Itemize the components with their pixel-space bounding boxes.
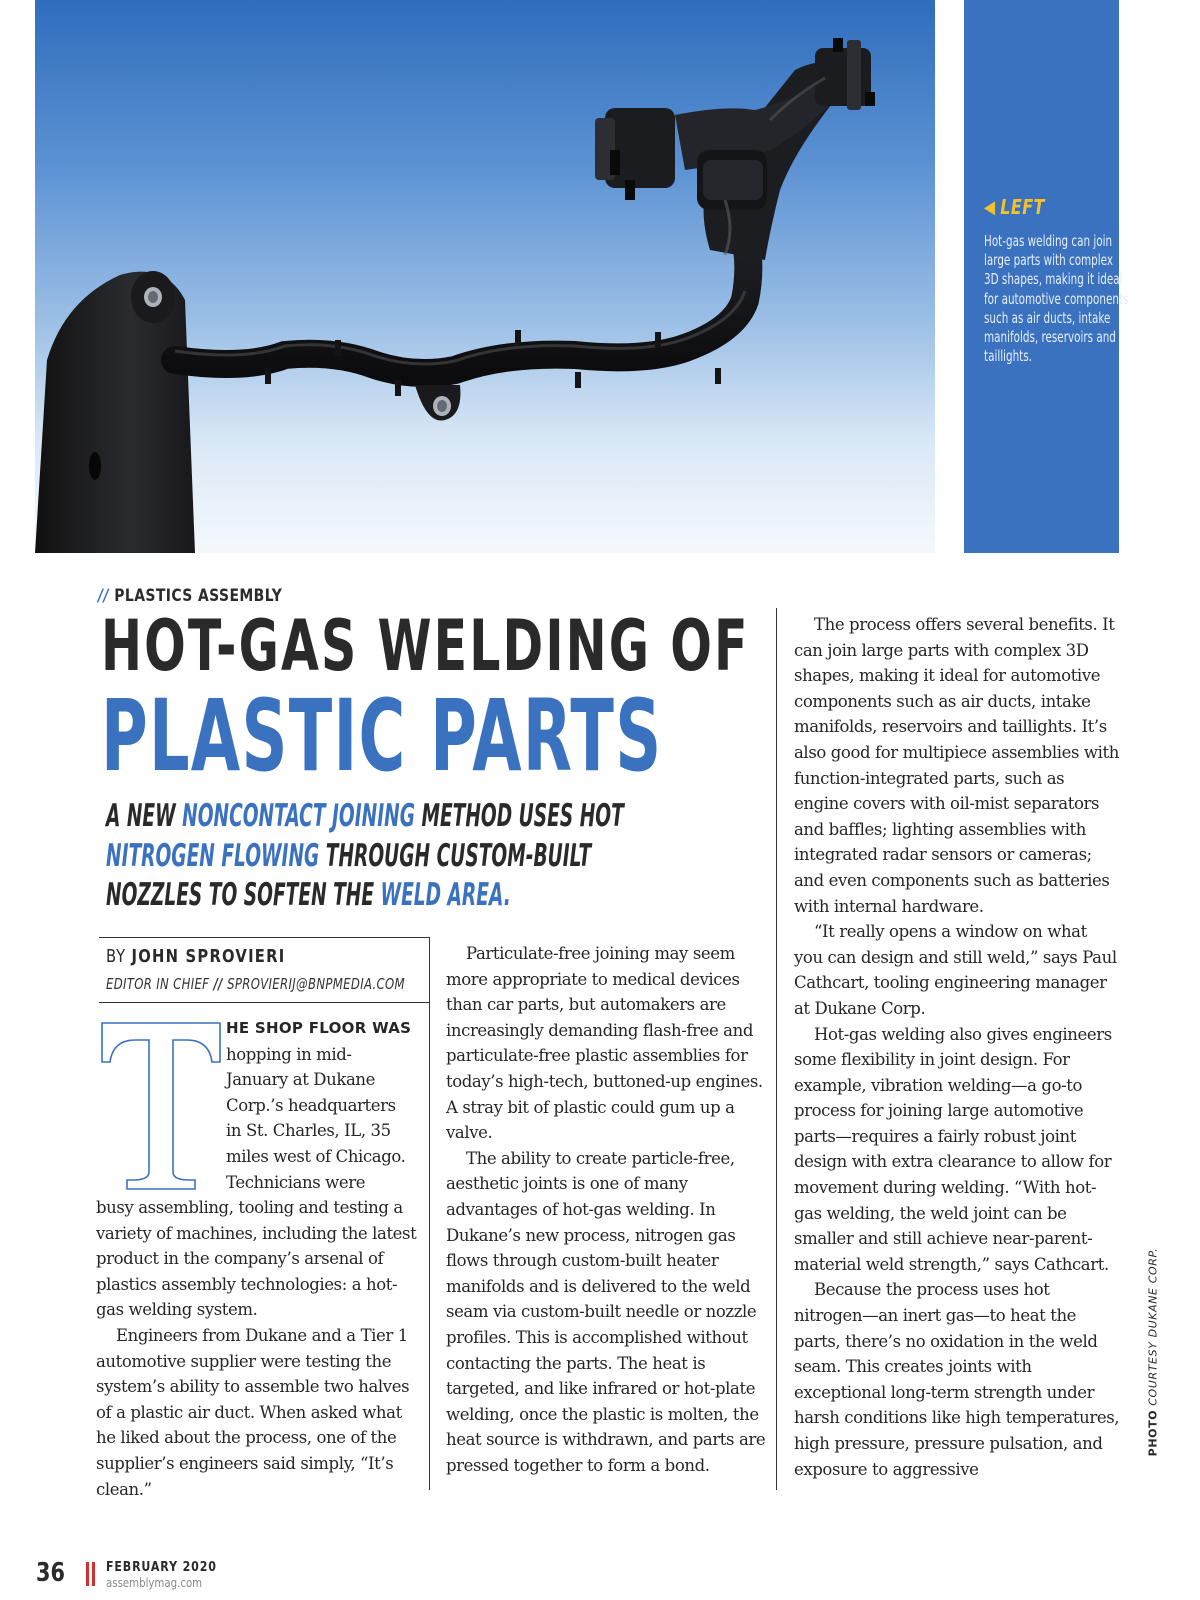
photo-credit bbox=[1147, 1248, 1160, 1457]
body-paragraph: Because the process uses hot nitrogen—an inert gas—to heat the parts, there’s no oxidation in the weld seam. This creates joints with exceptional long-term strength under harsh conditions like high temperatures, high pressure, pressure pulsation, and exposure to aggressive bbox=[794, 1280, 1120, 1479]
body-paragraph: The ability to create particle-free, aesthetic joints is one of many advantages of hot-gas welding. In Dukane’s new process, nitrogen gas flows through custom-built heater manifolds and is delivered to the weld seam via custom-built needle or nozzle profiles. This is accomplished without contacting the parts. The heat is targeted, and like infrared or hot-plate welding, once the plastic is molten, the heat source is withdrawn, and parts are pressed together to form a bond. bbox=[446, 1148, 766, 1475]
lead-in-caps: HE SHOP FLOOR WAS bbox=[226, 1019, 412, 1037]
section-tag bbox=[98, 586, 282, 606]
photo-caption-box bbox=[964, 0, 1129, 553]
lead-line: Technicians were bbox=[226, 1172, 366, 1192]
body-paragraph: The process offers several benefits. It can join large parts with complex 3D shapes, making it ideal for automotive components such as air ducts, intake manifolds, reservoirs and taillights. It’s also good for multipiece assemblies with function-integrated parts, such as engine covers with oil-mist separators and baffles; lighting assemblies with integrated radar sensors or cameras; and even components such as batteries with internal hardware. bbox=[794, 615, 1119, 916]
deck-highlight: WELD AREA. bbox=[380, 877, 511, 913]
author-email[interactable]: SPROVIERIJ@BNPMEDIA.COM bbox=[227, 975, 405, 993]
folio-divider-icon bbox=[86, 1562, 96, 1586]
deck-highlight: NITROGEN FLOWING bbox=[106, 837, 320, 874]
page-number: 36 bbox=[36, 1558, 65, 1588]
author-credentials bbox=[106, 975, 405, 993]
drop-cap-letter: T bbox=[99, 1020, 100, 1021]
caption-direction-label: LEFT bbox=[1000, 195, 1045, 219]
byline bbox=[106, 946, 285, 967]
column-rule-right bbox=[776, 608, 777, 1490]
deck-part: THROUGH CUSTOM-BUILT NOZZLES TO SOFTEN THE bbox=[106, 837, 592, 913]
headline-line-2: PLASTIC PARTS bbox=[101, 679, 663, 794]
air-duct-illustration bbox=[35, 0, 935, 553]
author-role: EDITOR IN CHIEF bbox=[106, 975, 210, 993]
article-column-3 bbox=[794, 612, 1120, 1482]
column-rule-left bbox=[429, 937, 430, 1490]
article-column-2 bbox=[446, 941, 768, 1478]
body-paragraph: Hot-gas welding also gives engineers some flexibility in joint design. For example, vibration welding—a go-to process for joining large automotive parts—requires a fairly robust joint design with extra clearance to allow for movement during welding. “With hot-gas welding, the weld joint can be smaller and still achieve near-parent-material weld strength,” says Cathcart. bbox=[794, 1024, 1112, 1274]
body-paragraph: Engineers from Dukane and a Tier 1 automotive supplier were testing the system’s ability to assemble two halves of a plastic air duct. When asked what he liked about the process, one of the supplier’s engineers said simply, “It’s clean.” bbox=[96, 1325, 410, 1499]
headline-line-1: HOT-GAS WELDING OF bbox=[101, 605, 750, 687]
byline-top-rule bbox=[99, 937, 430, 938]
hero-photo bbox=[35, 0, 935, 553]
section-slashes: // bbox=[98, 586, 110, 606]
left-arrow-icon: ◀ bbox=[984, 196, 996, 218]
article-column-1 bbox=[96, 1195, 424, 1502]
article-lead-wrap bbox=[226, 1016, 426, 1195]
issue-date: FEBRUARY 2020 bbox=[106, 1560, 217, 1575]
drop-cap-t bbox=[99, 1020, 223, 1192]
byline-bottom-rule bbox=[99, 1002, 430, 1003]
byline-by: BY bbox=[106, 946, 132, 967]
credit-label: PHOTO bbox=[1146, 1409, 1160, 1457]
credit-source: COURTESY DUKANE CORP. bbox=[1146, 1247, 1160, 1410]
body-paragraph: “It really opens a window on what you can design and still weld,” says Paul Cathcart, tooling engineering manager at Dukane Corp. bbox=[794, 922, 1117, 1018]
body-paragraph: Particulate-free joining may seem more appropriate to medical devices than car parts, but automakers are increasingly demanding flash-free and particulate-free plastic assemblies for today’s high-tech, buttoned-up engines. A stray bit of plastic could gum up a valve. bbox=[446, 944, 763, 1143]
deck-highlight: NONCONTACT JOINING bbox=[182, 798, 415, 834]
body-paragraph: busy assembling, tooling and testing a variety of machines, including the latest product in the company’s arsenal of plastics assembly technologies: a hot-gas welding system. bbox=[96, 1198, 417, 1320]
lead-line: January at Dukane bbox=[226, 1070, 375, 1090]
section-label: PLASTICS ASSEMBLY bbox=[114, 586, 283, 606]
lead-line: hopping in mid- bbox=[226, 1044, 352, 1064]
deck-part: METHOD USES HOT bbox=[414, 798, 624, 834]
lead-line: miles west of Chicago. bbox=[226, 1146, 406, 1166]
deck-subheadline bbox=[106, 797, 664, 916]
magazine-website[interactable]: assemblymag.com bbox=[106, 1576, 203, 1590]
lead-line: in St. Charles, IL, 35 bbox=[226, 1121, 391, 1141]
author-name: JOHN SPROVIERI bbox=[131, 946, 286, 967]
lead-line: Corp.’s headquarters bbox=[226, 1095, 396, 1115]
caption-text: Hot-gas welding can join large parts with complex 3D shapes, making it ideal for automotive components such as air ducts, intake manifolds, reservoirs and taillights. bbox=[984, 232, 1129, 366]
deck-part: A NEW bbox=[106, 798, 183, 834]
byline-separator: // bbox=[209, 975, 228, 993]
caption-heading bbox=[984, 195, 1045, 219]
